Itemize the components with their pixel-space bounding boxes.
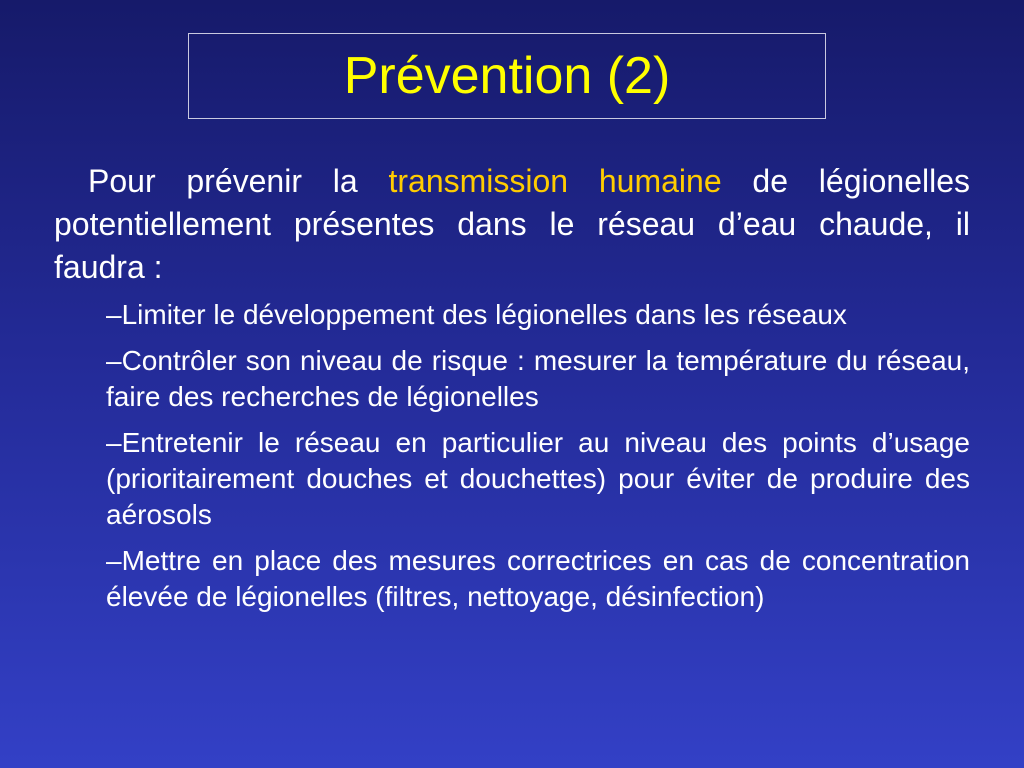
- slide-title: Prévention (2): [343, 47, 671, 105]
- intro-paragraph: [54, 160, 970, 289]
- bullet-item: –Mettre en place des mesures correctrices en cas de concentration élevée de légionelles (filtres, nettoyage, désinfection): [106, 545, 970, 612]
- slide-content: [54, 160, 970, 625]
- intro-text-before: Pour prévenir la: [88, 163, 389, 199]
- bullet-item: –Contrôler son niveau de risque : mesurer la température du réseau, faire des recherches de légionelles: [106, 345, 970, 412]
- intro-highlight: transmission humaine: [388, 163, 722, 199]
- bullet-item: –Limiter le développement des légionelles dans les réseaux: [106, 299, 847, 330]
- title-box: [188, 33, 826, 119]
- intro-text-after: de légionelles potentiellement présentes dans le réseau d’eau chaude, il faudra :: [54, 163, 971, 285]
- bullet-item: –Entretenir le réseau en particulier au niveau des points d’usage (prioritairement douches et douchettes) pour éviter de produire des aérosols: [106, 427, 970, 530]
- bullet-list: [106, 297, 970, 615]
